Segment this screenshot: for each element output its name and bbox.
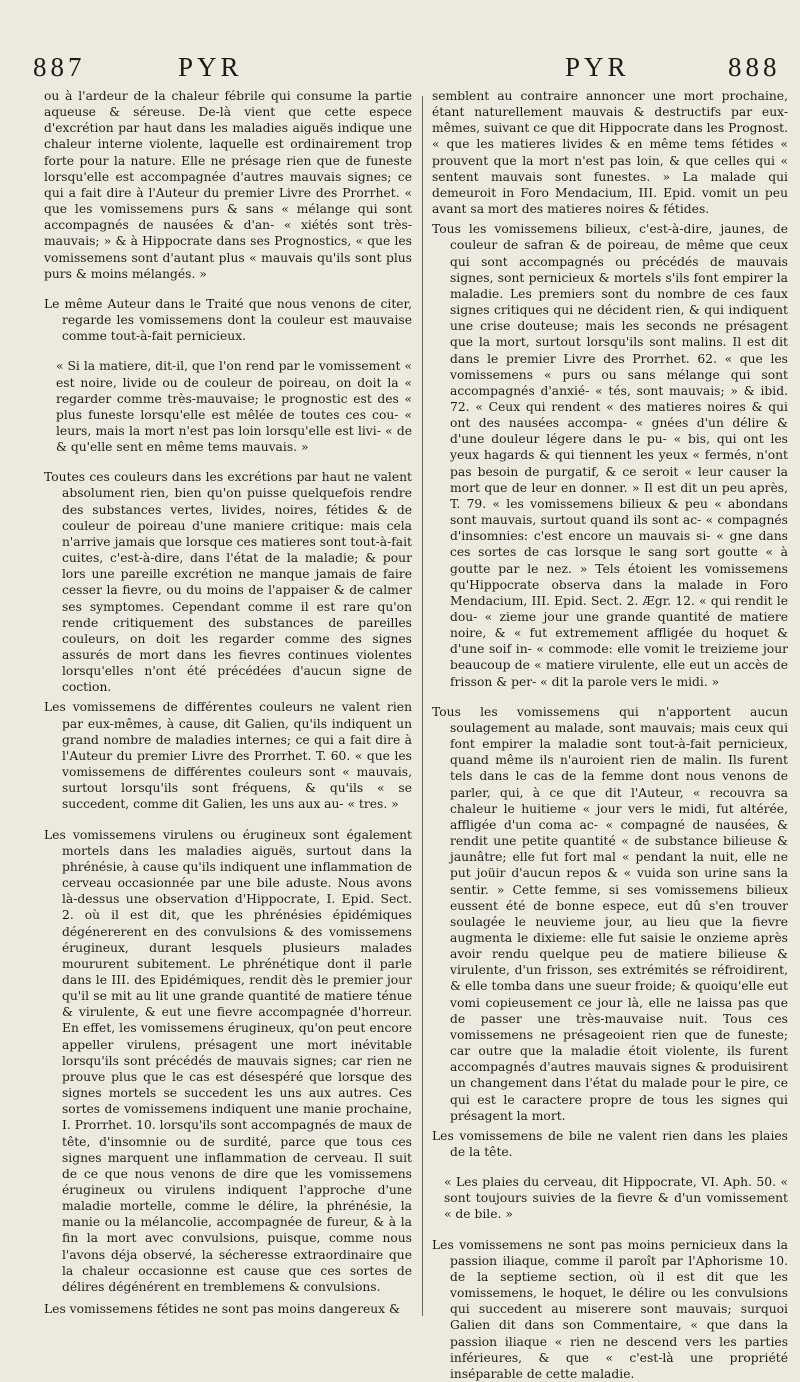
paragraph: Les vomissemens de différentes couleurs ne valent rien par eux-mêmes, à cause, dit Galien, qu'ils indiquent un grand nombre de maladies internes; ce qui a fait dire à l'Auteur du premier Livre des Prorrhet. T. 60. « que les vomissemens de différentes couleurs sont « mauvais, surtout lorsqu'ils sont fréquens, & qu'ils « se succedent, comme dit Galien, les uns aux au- « tres. » [44, 700, 412, 812]
paragraph: Tous les vomissemens bilieux, c'est-à-dire, jaunes, de couleur de safran & de poireau, de même que ceux qui sont accompagnés ou précédés de mauvais signes, sont pernicieux & mortels s'ils font empirer la maladie. Les premiers sont du nombre de ces faux signes critiques qui ne décident rien, & qui indiquent une crise douteuse; mais les seconds ne présagent que la mort, surtout lorsqu'ils sont malins. Il est dit dans le premier Livre des Prorrhet. 62. « que les vomissemens « purs ou sans mélange qui sont accompagnés d'anxié- « tés, sont mauvais; » & ibid. 72. « Ceux qui rendent « des matieres noires & qui ont des nausées accompa- « gnées d'un délire & d'une douleur légere dans le pu- « bis, qui ont les yeux hagards & qui tiennent les yeux « fermés, n'ont pas besoin de purgatif, & ce seroit « leur causer la mort que de leur en donner. » Il est dit un peu après, T. 79. « les vomissemens bilieux & peu « abondans sont mauvais, surtout quand ils sont ac- « compagnés d'insomnies: c'est encore un mauvais si- « gne dans ces sortes de cas lorsque le sang sort goutte « à goutte par le nez. » Tels étoient les vomissemens qu'Hippocrate observa dans la malade in Foro Mendacium, III. Epid. Sect. 2. Ægr. 12. « qui rendit le dou- « zieme jour une grande quantité de matiere noire, & « fut extremement affligée du hoquet & d'une soif in- « commode: elle vomit le treizieme jour beaucoup de « matiere virulente, elle eut un accès de frisson & per- « dit la parole vers le midi. » [432, 222, 788, 689]
paragraph: Les vomissemens virulens ou érugineux sont également mortels dans les maladies aiguës, surtout dans la phrénésie, à cause qu'ils indiquent une inflammation de cerveau occasionnée par une bile aduste. Nous avons là-dessus une observation d'Hippocrate, I. Epid. Sect. 2. où il est dit, que les phrénésies épidémiques dégénererent en des convulsions & des vomissemens érugineux, durant lesquels plusieurs malades moururent subitement. Le phrénétique dont il parle dans le III. des Epidémiques, rendit dès le premier jour qu'il se mit au lit une grande quantité de matiere ténue & virulente, & eut une fievre accompagnée d'horreur. En effet, les vomissemens érugineux, qu'on peut encore appeller virulens, présagent une mort inévitable lorsqu'ils sont précédés de mauvais signes; car rien ne prouve plus que le cas est désespéré que lorsque des signes mortels se succedent les uns aux autres. Ces sortes de vomissemens indiquent une manie prochaine, I. Prorrhet. 10. lorsqu'ils sont accompagnés de maux de tête, d'insomnie ou de surdité, parce que tous ces signes marquent une inflammation de cerveau. Il suit de ce que nous venons de dire que les vomissemens érugineux ou virulens indiquent l'approche d'une maladie mortelle, comme le délire, la phrénésie, la manie ou la mélancolie, accompagnée de fureur, & à la fin la mort avec convulsions, puisque, comme nous l'avons déja observé, la sécheresse extraordinaire que la chaleur occasionne est cause que ces sortes de délires dégénérent en tremblemens & convulsions. [44, 827, 412, 1294]
paragraph: Les vomissemens fétides ne sont pas moins dangereux & [44, 1302, 400, 1317]
page-number-right: 888 [728, 52, 781, 82]
quotation: « Les plaies du cerveau, dit Hippocrate, VI. Aph. 50. « sont toujours suivies de la fievre & d'un vomissement « de bile. » [444, 1175, 788, 1222]
paragraph: Les vomissemens ne sont pas moins pernicieux dans la passion iliaque, comme il paroît par l'Aphorisme 10. de la septieme section, où il est dit que les vomissemens, le hoquet, le délire ou les convulsions qui succedent au miserere sont mauvais; surquoi Galien dit dans son Commentaire, « que dans la passion iliaque « rien ne descend vers les parties inférieures, & que « c'est-là une propriété inséparable de cette maladie. [432, 1237, 788, 1381]
page-header [0, 52, 800, 86]
left-column [44, 88, 412, 1317]
running-head-left: PYR [178, 52, 243, 82]
paragraph: semblent au contraire annoncer une mort prochaine, étant naturellement mauvais & destructifs par eux-mêmes, suivant ce que dit Hippocrate dans les Prognost. « que les matieres livides & en même tems fétides « prouvent que la mort n'est pas loin, & que celles qui « sentent mauvais sont funestes. » La malade qui demeuroit in Foro Mendacium, III. Epid. vomit un peu avant sa mort des matieres noires & fétides. [432, 89, 788, 217]
paragraph: Le même Auteur dans le Traité que nous venons de citer, regarde les vomissemens dont la couleur est mauvaise comme tout-à-fait pernicieux. [44, 296, 412, 344]
paragraph: Tous les vomissemens qui n'apportent aucun soulagement au malade, sont mauvais; mais ceux qui font empirer la maladie sont tout-à-fait pernicieux, quand même ils n'auroient rien de malin. Ils furent tels dans le cas de la femme dont nous venons de parler, qui, à ce que dit l'Auteur, « recouvra sa chaleur le huitieme « jour vers le midi, fut altérée, affligée d'un coma ac- « compagné de nausées, & rendit une petite quantité « de substance bilieuse & jaunâtre; elle fut fort mal « pendant la nuit, elle ne put joüir d'aucun repos & « vuida son urine sans la sentir. » Cette femme, si ses vomissemens bilieux eussent été de bonne espece, eut dû s'en trouver soulagée le neuvieme jour, au lieu que la fievre augmenta le dixieme: elle fut saisie le onzieme après avoir rendu quelque peu de matiere bilieuse & virulente, d'un frisson, ses extrémités se réfroidirent, & elle tomba dans une sueur froide; & quoiqu'elle eut vomi copieusement ce jour là, elle ne laissa pas que de passer une très-mauvaise nuit. Tous ces vomissemens ne présageoient rien que de funeste; car outre que la maladie étoit violente, ils furent accompagnés d'autres mauvais signes & produisirent un changement dans l'état du malade pour le pire, ce qui est le caractere propre de tous les signes qui présagent la mort. [432, 704, 788, 1123]
paragraph: Toutes ces couleurs dans les excrétions par haut ne valent absolument rien, bien qu'on puisse quelquefois rendre des substances vertes, livides, noires, fétides & de couleur de poireau d'une maniere critique: mais cela n'arrive jamais que lorsque ces matieres sont tout-à-fait cuites, c'est-à-dire, dans l'état de la maladie; & pour lors une pareille excrétion ne manque jamais de faire cesser la fievre, ou du moins de l'appaiser & de calmer ses symptomes. Cependant comme il est rare qu'on rende critiquement des substances de pareilles couleurs, on doit les regarder comme des signes assurés de mort dans les fievres continues violentes lorsqu'elles n'ont été précédées d'aucun signe de coction. [44, 470, 412, 695]
column-divider [422, 96, 423, 1316]
quotation: « Si la matiere, dit-il, que l'on rend par le vomissement « est noire, livide ou de couleur de poireau, on doit la « regarder comme très-mauvaise; le prognostic est des « plus funeste lorsqu'elle est mêlée de toutes ces cou- « leurs, mais la mort n'est pas loin lorsqu'elle est livi- « de & qu'elle sent en même tems mauvais. » [56, 359, 412, 455]
paragraph: ou à l'ardeur de la chaleur fébrile qui consume la partie aqueuse & séreuse. De-là vient que cette espece d'excrétion par haut dans les maladies aiguës indique une chaleur interne violente, laquelle est ordinairement trop forte pour la nature. Elle ne présage rien que de funeste lorsqu'elle est accompagnée d'autres mauvais signes; ce qui a fait dire à l'Auteur du premier Livre des Prorrhet. « que les vomissemens purs & sans « mélange qui sont accompagnés de nausées & d'an- « xiétés sont très-mauvais; » & à Hippocrate dans ses Prognostics, « que les vomissemens sont d'autant plus « mauvais qu'ils sont plus purs & moins mélangés. » [44, 89, 412, 281]
right-column [432, 88, 788, 1382]
paragraph: Les vomissemens de bile ne valent rien dans les plaies de la tête. [432, 1128, 788, 1159]
running-head-right: PYR [565, 52, 630, 82]
page-number-left: 887 [33, 52, 86, 82]
